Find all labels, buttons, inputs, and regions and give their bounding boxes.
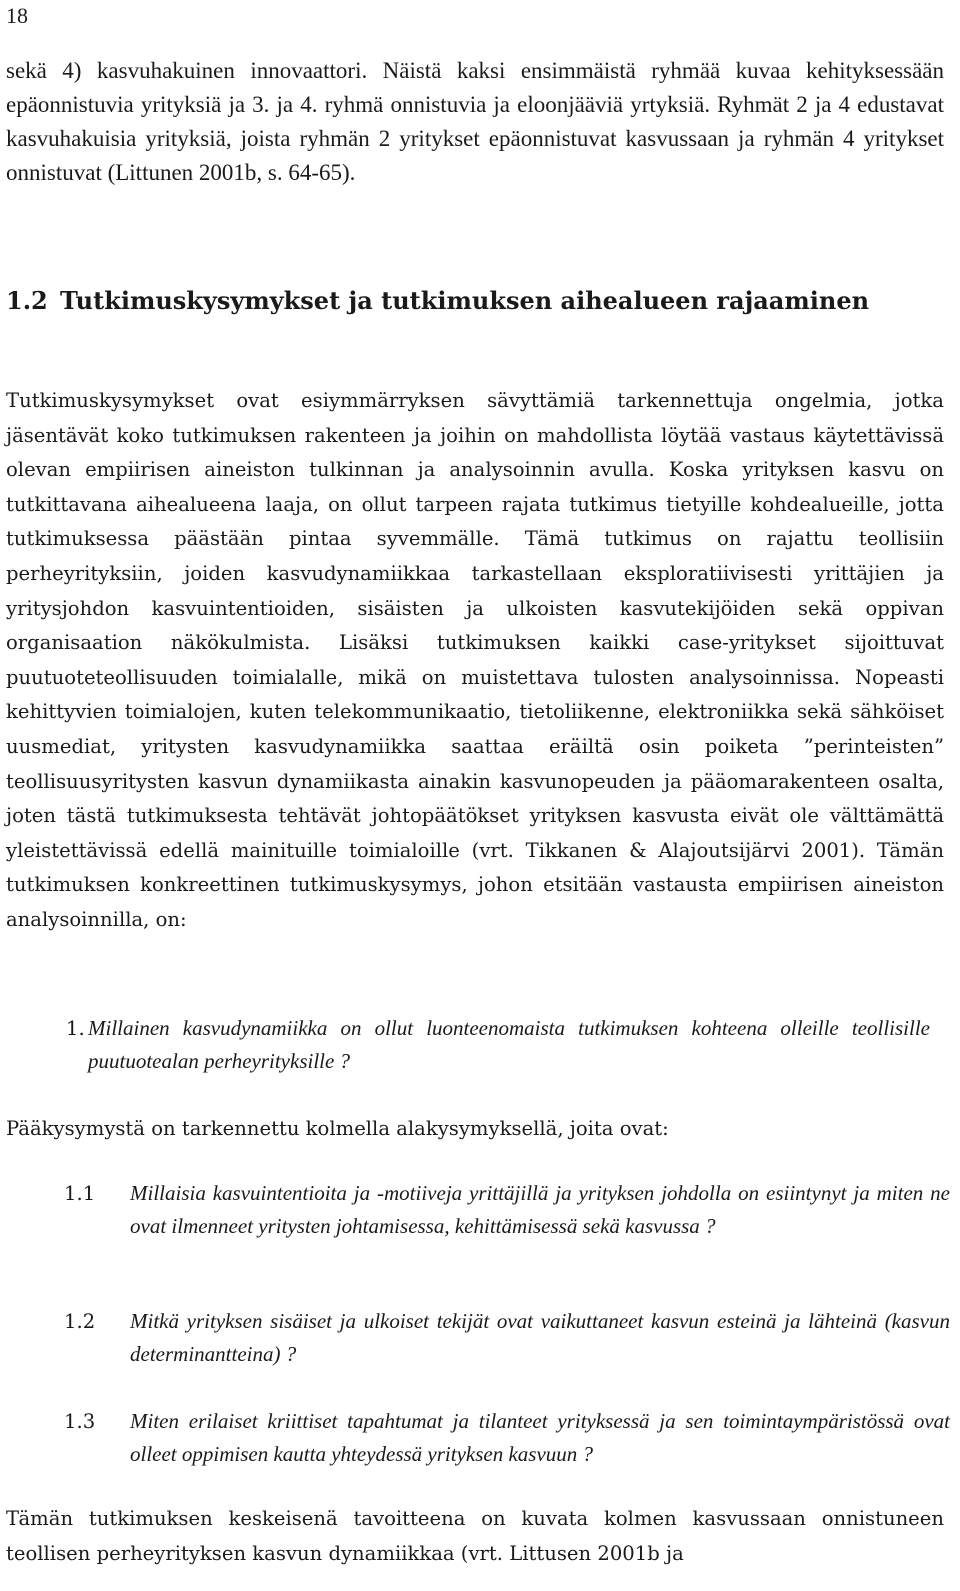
sub-question-number: 1.3 xyxy=(64,1410,96,1433)
sub-question-1 xyxy=(6,1177,950,1277)
sub-question-text: Millaisia kasvuintentioita ja -motiiveja yrittäjillä ja yrityksen johdolla on esiintynyt ja miten ne ovat ilmenneet yritysten johtamisessa, kehittämisessä sekä kasvussa ? xyxy=(130,1181,950,1238)
page-number: 18 xyxy=(6,3,28,28)
sub-question-number: 1.1 xyxy=(64,1182,96,1205)
final-paragraph: Tämän tutkimuksen keskeisenä tavoitteena on kuvata kolmen kasvussaan onnistuneen teollisen perheyrityksen kasvun dynamiikkaa (vrt. Littusen 2001b ja xyxy=(6,1507,944,1565)
sub-question-number: 1.2 xyxy=(64,1310,96,1333)
body-paragraph: Tutkimuskysymykset ovat esiymmärryksen sävyttämiä tarkennettuja ongelmia, jotka jäsentävät koko tutkimuksen rakenteen ja joihin on mahdollista löytää vastaus käytettävissä olevan empiirisen aineiston tulkinnan ja analysoinnin avulla. Koska yrityksen kasvu on tutkittavana aihealueena laaja, on ollut tarpeen rajata tutkimus tietyille kohdealueille, jotta tutkimuksessa päästään pintaa syvemmälle. Tämä tutkimus on rajattu teollisiin perheyrityksiin, joiden kasvudynamiikkaa tarkastellaan eksploratiivisesti yrittäjien ja yritysjohdon kasvuintentioiden, sisäisten ja ulkoisten kasvutekijöiden sekä oppivan organisaation näkökulmista. Lisäksi tutkimuksen kaikki case-yritykset sijoittuvat puutuoteteollisuuden toimialalle, mikä on muistettava tulosten analysoinnissa. Nopeasti kehittyvien toimialojen, kuten telekommunikaatio, tietoliikenne, elektroniikka sekä sähköiset uusmediat, yritysten kasvudynamiikka saattaa eräiltä osin poiketa ”perinteisten” teollisuusyritysten kasvun dynamiikasta ainakin kasvunopeuden ja pääomarakenteen osalta, joten tästä tutkimuksesta tehtävät johtopäätökset yrityksen kasvusta eivät ole välttämättä yleistettävissä edellä mainituille toimialoille (vrt. Tikkanen & Alajoutsijärvi 2001). Tämän tutkimuksen konkreettinen tutkimuskysymys, johon etsitään vastausta empiirisen aineiston analysoinnilla, on: xyxy=(6,389,944,931)
section-heading xyxy=(6,284,944,318)
main-research-question xyxy=(6,1012,944,1082)
sub-question-text: Miten erilaiset kriittiset tapahtumat ja tilanteet yrityksessä ja sen toimintaympäristössä ovat olleet oppimisen kautta yhteydessä yrityksen kasvuun ? xyxy=(130,1409,950,1466)
sub-question-2 xyxy=(6,1305,950,1405)
sub-question-text: Mitkä yrityksen sisäiset ja ulkoiset tekijät ovat vaikuttaneet kasvun esteinä ja lähteinä (kasvun determinantteina) ? xyxy=(130,1309,950,1366)
main-question-text: Millainen kasvudynamiikka on ollut luonteenomaista tutkimuksen kohteena olleille teollisille puutuotealan perheyrityksille ? xyxy=(88,1016,930,1073)
intro-paragraph: sekä 4) kasvuhakuinen innovaattori. Näistä kaksi ensimmäistä ryhmää kuvaa kehityksessään epäonnistuvia yrityksiä ja 3. ja 4. ryhmä onnistuvia ja eloonjääviä yrtyksiä. Ryhmät 2 ja 4 edustavat kasvuhakuisia yrityksiä, joista ryhmän 2 yritykset epäonnistuvat kasvussaan ja ryhmän 4 yritykset onnistuvat (Littunen 2001b, s. 64-65). xyxy=(6,58,944,185)
main-question-number: 1. xyxy=(66,1017,85,1040)
section-number: 1.2 xyxy=(6,286,48,315)
section-title: Tutkimuskysymykset ja tutkimuksen aihealueen rajaaminen xyxy=(60,286,870,315)
sub-question-3 xyxy=(6,1405,950,1505)
sub-questions-intro: Pääkysymystä on tarkennettu kolmella alakysymyksellä, joita ovat: xyxy=(6,1117,669,1140)
